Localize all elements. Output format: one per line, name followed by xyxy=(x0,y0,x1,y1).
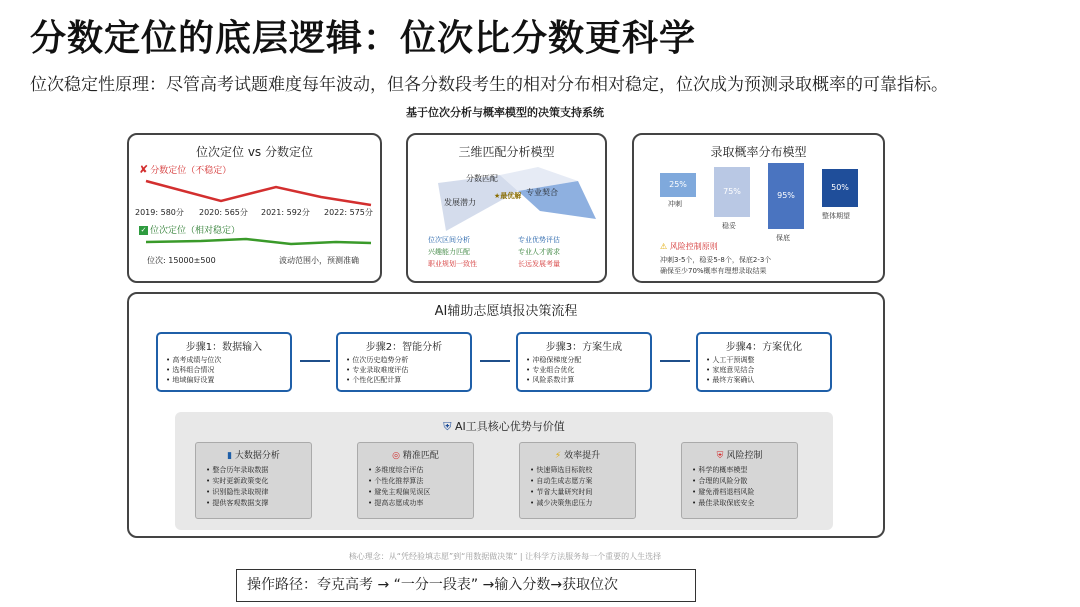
advantages-section xyxy=(175,412,833,530)
step-item: • 风险系数计算 xyxy=(526,375,650,385)
card-item: • 快速筛选目标院校 xyxy=(530,465,635,476)
card-item: • 整合历年录取数据 xyxy=(206,465,311,476)
shield-badge-icon: ⛨ xyxy=(443,420,452,433)
step-item: • 最终方案确认 xyxy=(706,375,830,385)
advantages-title: ⛨ AI工具核心优势与价值 xyxy=(443,420,565,433)
rank-polyline xyxy=(146,239,371,244)
card-item: • 避免主观偏见误区 xyxy=(368,487,473,498)
prob-label: 保底 xyxy=(776,234,790,242)
operation-path-box: 操作路径：夸克高考 → “一分一段表” →输入分数→获取位次 xyxy=(236,569,696,602)
risk-line: 确保至少70%概率有理想录取结果 xyxy=(660,267,767,275)
card-item: • 个性化推荐算法 xyxy=(368,476,473,487)
step-title: 步骤1：数据输入 xyxy=(185,342,263,353)
panel-title: 录取概率分布模型 xyxy=(710,145,807,159)
connector-line xyxy=(480,360,510,362)
rank-value: 位次: 15000±500 xyxy=(147,256,216,265)
page-subtitle: 位次稳定性原理：尽管高考试题难度每年波动，但各分数段考生的相对分布相对稳定，位次成为预测录取概率的可靠指标。 xyxy=(30,75,948,95)
prob-label: 冲刺 xyxy=(668,200,682,208)
star-icon: ★ xyxy=(494,192,501,200)
card-title: ▮ 大数据分析 xyxy=(227,451,280,461)
card-item: • 合理的风险分散 xyxy=(692,476,797,487)
year-label: 2021: 592分 xyxy=(261,208,310,217)
page-title: 分数定位的底层逻辑：位次比分数更科学 xyxy=(30,18,697,59)
prob-bar-sprint: 25% xyxy=(660,173,696,197)
step-card xyxy=(156,332,292,392)
shield-icon: ⛨ xyxy=(716,451,724,461)
score-positioning-label: ✘ 分数定位（不稳定） xyxy=(139,163,232,176)
connector-line xyxy=(660,360,690,362)
rank-note: 波动范围小，预测准确 xyxy=(279,256,359,265)
left-item: 职业规划一致性 xyxy=(428,260,477,268)
year-label: 2019: 580分 xyxy=(135,208,184,217)
face-top-label: 分数匹配 xyxy=(466,174,498,183)
step-title: 步骤4：方案优化 xyxy=(725,342,803,353)
card-item: • 识别隐性录取规律 xyxy=(206,487,311,498)
admission-probability-panel xyxy=(632,133,885,283)
prob-bar-safe: 95% xyxy=(768,163,804,229)
risk-title: ⚠ 风险控制原则 xyxy=(660,242,718,251)
card-item: • 最佳录取保底安全 xyxy=(692,498,797,509)
card-item: • 科学的概率模型 xyxy=(692,465,797,476)
x-mark-icon: ✘ xyxy=(139,163,149,176)
card-item: • 减少决策焦虑压力 xyxy=(530,498,635,509)
card-item: • 提供客观数据支撑 xyxy=(206,498,311,509)
advantage-card xyxy=(195,442,312,519)
step-card xyxy=(696,332,832,392)
step-item: • 专业录取难度评估 xyxy=(346,365,470,375)
card-item: • 实时更新政策变化 xyxy=(206,476,311,487)
step-item: • 个性化匹配计算 xyxy=(346,375,470,385)
flow-title: AI辅助志愿填报决策流程 xyxy=(434,304,578,319)
lightning-icon: ⚡ xyxy=(554,451,562,461)
right-item: 专业人才需求 xyxy=(518,248,560,256)
card-item: • 提高志愿成功率 xyxy=(368,498,473,509)
step-item: • 地域偏好设置 xyxy=(166,375,290,385)
step-card xyxy=(516,332,652,392)
face-left-label: 发展潜力 xyxy=(444,198,476,207)
rank-vs-score-panel xyxy=(127,133,382,283)
advantage-card xyxy=(519,442,636,519)
step-item: • 家庭意见结合 xyxy=(706,365,830,375)
rank-trend-line xyxy=(141,235,376,249)
prob-bar-steady: 75% xyxy=(714,167,750,217)
prob-bar-overall: 50% xyxy=(822,169,858,207)
diagram-title: 基于位次分析与概率模型的决策支持系统 xyxy=(406,106,604,119)
step-item: • 高考成绩与位次 xyxy=(166,355,290,365)
center-label: ★最优解 xyxy=(494,192,522,200)
card-item: • 自动生成志愿方案 xyxy=(530,476,635,487)
card-item: • 节省大量研究时间 xyxy=(530,487,635,498)
step-item: • 位次历史趋势分析 xyxy=(346,355,470,365)
prob-label: 整体期望 xyxy=(822,212,850,220)
year-label: 2020: 565分 xyxy=(199,208,248,217)
left-item: 位次区间分析 xyxy=(428,236,470,244)
rank-positioning-label: ✓ 位次定位（相对稳定） xyxy=(140,226,241,236)
card-item: • 多维度综合评估 xyxy=(368,465,473,476)
year-label: 2022: 575分 xyxy=(324,208,373,217)
panel-title: 位次定位 vs 分数定位 xyxy=(196,145,313,159)
check-icon: ✓ xyxy=(140,226,147,234)
right-item: 专业优势评估 xyxy=(518,236,560,244)
warning-icon: ⚠ xyxy=(660,242,668,251)
step-item: • 选科组合情况 xyxy=(166,365,290,375)
connector-line xyxy=(300,360,330,362)
step-title: 步骤2：智能分析 xyxy=(365,342,443,353)
card-title: ⚡ 效率提升 xyxy=(554,451,601,461)
prob-label: 稳妥 xyxy=(722,222,736,230)
card-item: • 避免滑档退档风险 xyxy=(692,487,797,498)
right-item: 长远发展考量 xyxy=(518,260,560,268)
chart-icon: ▮ xyxy=(227,451,233,461)
step-title: 步骤3：方案生成 xyxy=(545,342,623,353)
score-trend-line xyxy=(141,175,376,209)
panel-title: 三维匹配分析模型 xyxy=(458,145,555,159)
risk-line: 冲刺3-5个，稳妥5-8个，保底2-3个 xyxy=(660,256,772,264)
step-item: • 冲稳保梯度分配 xyxy=(526,355,650,365)
step-card xyxy=(336,332,472,392)
score-polyline xyxy=(146,181,371,205)
core-concept-line: 核心理念：从“凭经验填志愿”到“用数据做决策” | 让科学方法服务每一个重要的人生选择 xyxy=(348,552,662,561)
three-dim-model-panel xyxy=(406,133,607,283)
card-title: ⛨ 风险控制 xyxy=(716,451,763,461)
advantage-card xyxy=(357,442,474,519)
step-item: • 专业组合优化 xyxy=(526,365,650,375)
card-title: ◎ 精准匹配 xyxy=(392,451,439,461)
face-right-label: 专业契合 xyxy=(526,188,558,197)
left-item: 兴趣能力匹配 xyxy=(428,248,470,256)
step-item: • 人工干预调整 xyxy=(706,355,830,365)
advantage-card xyxy=(681,442,798,519)
decision-flow-panel xyxy=(127,292,885,538)
target-icon: ◎ xyxy=(392,451,400,461)
